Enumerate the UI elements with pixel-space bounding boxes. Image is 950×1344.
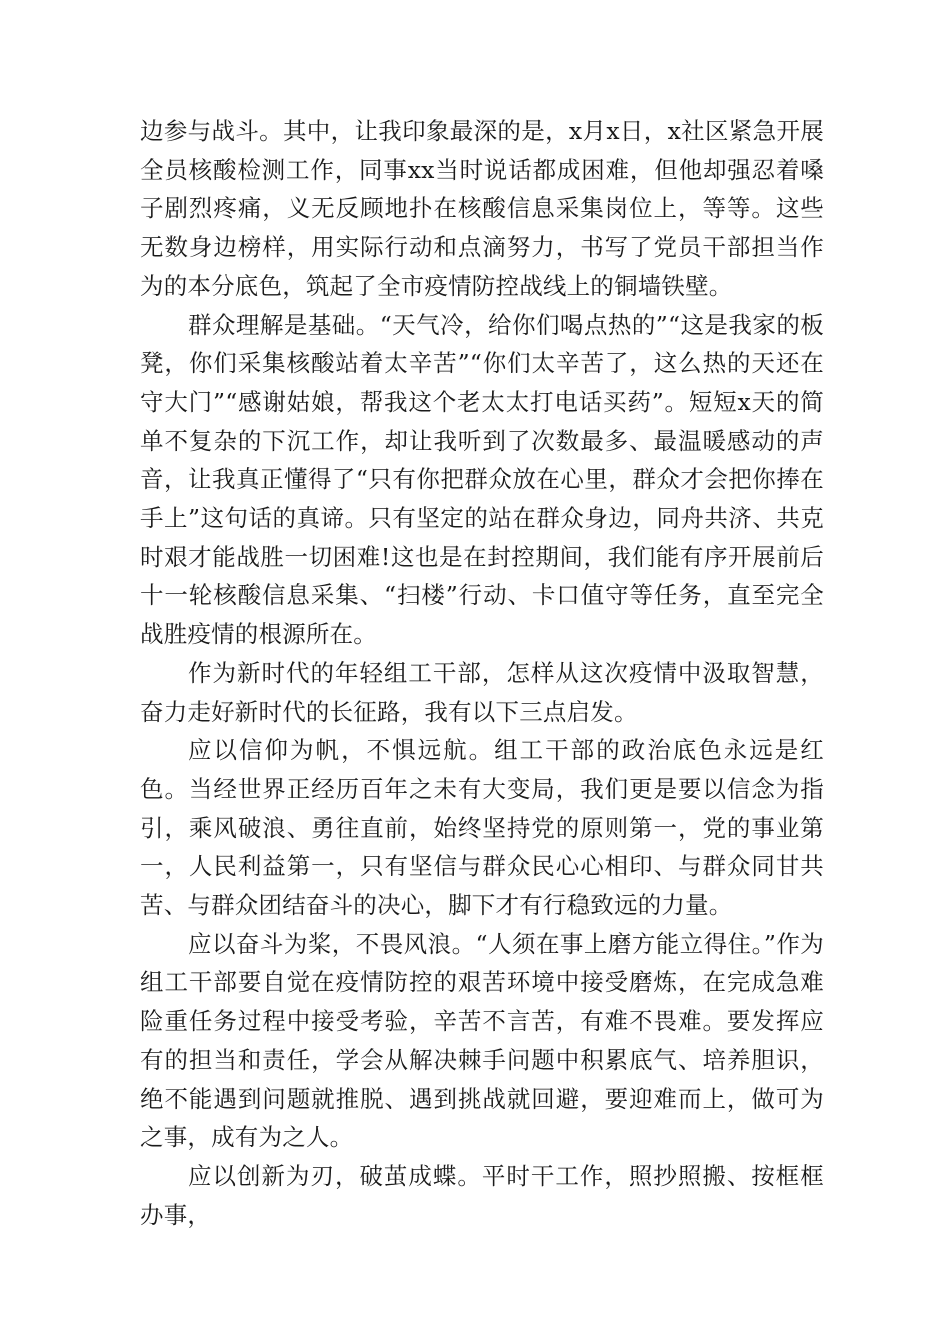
paragraph-continuation: 边参与战斗。其中，让我印象最深的是，x月x日，x社区紧急开展全员核酸检测工作，同事xx当时说话都成困难，但他却强忍着嗓子剧烈疼痛，义无反顾地扑在核酸信息采集岗位上，等等。这些无数身边榜样，用实际行动和点滴努力，书写了党员干部担当作为的本分底色，筑起了全市疫情防控战线上的铜墙铁壁。 — [140, 117, 824, 300]
paragraph-innovation-blade: 应以创新为刃，破茧成蝶。平时干工作，照抄照搬、按框框办事， — [140, 1161, 824, 1229]
paragraph-three-insights-intro: 作为新时代的年轻组工干部，怎样从这次疫情中汲取智慧，奋力走好新时代的长征路，我有以下三点启发。 — [140, 658, 824, 726]
paragraph-belief-sail: 应以信仰为帆，不惧远航。组工干部的政治底色永远是红色。当经世界正经历百年之未有大变局，我们更是要以信念为指引，乘风破浪、勇往直前，始终坚持党的原则第一，党的事业第一，人民利益第一，只有坚信与群众民心心相印、与群众同甘共苦、与群众团结奋斗的决心，脚下才有行稳致远的力量。 — [140, 736, 824, 920]
document-body — [140, 112, 824, 1234]
paragraph-struggle-oar: 应以奋斗为桨，不畏风浪。“人须在事上磨方能立得住。”作为组工干部要自觉在疫情防控的艰苦环境中接受磨炼，在完成急难险重任务过程中接受考验，辛苦不言苦，有难不畏难。要发挥应有的担当和责任，学会从解决棘手问题中积累底气、培养胆识，绝不能遇到问题就推脱、遇到挑战就回避，要迎难而上，做可为之事，成有为之人。 — [140, 929, 824, 1152]
paragraph-public-understanding: 群众理解是基础。“天气冷，给你们喝点热的”“这是我家的板凳，你们采集核酸站着太辛苦”“你们太辛苦了，这么热的天还在守大门”“感谢姑娘，帮我这个老太太打电话买药”。短短x天的简单不复杂的下沉工作，却让我听到了次数最多、最温暖感动的声音，让我真正懂得了“只有你把群众放在心里，群众才会把你捧在手上”这句话的真谛。只有坚定的站在群众身边，同舟共济、共克时艰才能战胜一切困难!这也是在封控期间，我们能有序开展前后十一轮核酸信息采集、“扫楼”行动、卡口值守等任务，直至完全战胜疫情的根源所在。 — [140, 310, 824, 649]
